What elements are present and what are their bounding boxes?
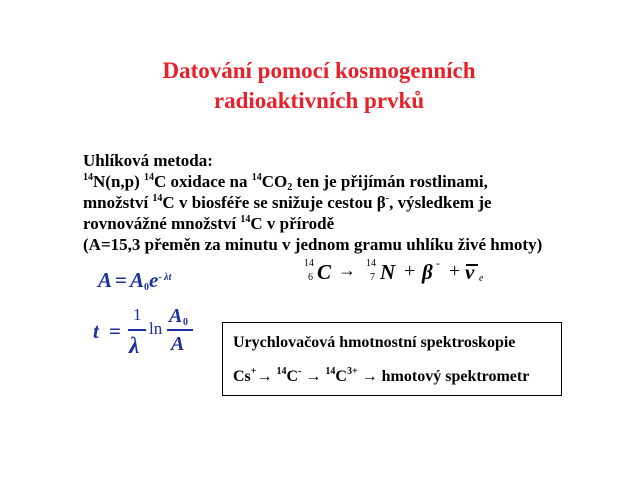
body-line-3: rovnovážné množství $^{14}$C v přírodě [83, 214, 335, 233]
arrow-icon: → [256, 368, 273, 385]
method-heading: Uhlíková metoda: [83, 151, 213, 170]
body-line-2: množství $^{14}$C v biosféře se snižuje cestou β-, výsledkem je [83, 193, 492, 212]
body-text [83, 150, 623, 255]
arrow-icon: → [361, 368, 378, 385]
title-line-2: radioaktivních prvků [213, 88, 425, 113]
time-formula: t = 1 λ ln A 0 A [93, 306, 203, 366]
ams-title: Urychlovačová hmotnostní spektroskopie [233, 334, 516, 351]
ams-chain: $Cs^+\to ^{14}C^- \to ^{14}C^{3+}$ → hmotový spektrometr [233, 366, 530, 385]
body-line-4: (A=15,3 přeměn za minutu v jednom gramu uhlíku živé hmoty) [83, 235, 543, 254]
title-line-1: Datování pomocí kosmogenních [162, 58, 476, 83]
body-line-1: $^{14}$N(n,p) $^{14}$C oxidace na $^{14}CO_2$ ten je přijímán rostlinami, [83, 172, 488, 193]
decay-law-formula: $A = A_0e^{- \lambda t}$ [98, 268, 172, 293]
fraction-bar-1 [128, 329, 146, 331]
ams-box [222, 322, 562, 396]
arrow-icon: → [305, 368, 322, 385]
fraction-bar-2 [167, 329, 193, 331]
beta-decay-reaction: 14 6 C → 14 7 N + β - + ν e [304, 256, 484, 284]
slide-title [0, 56, 638, 116]
